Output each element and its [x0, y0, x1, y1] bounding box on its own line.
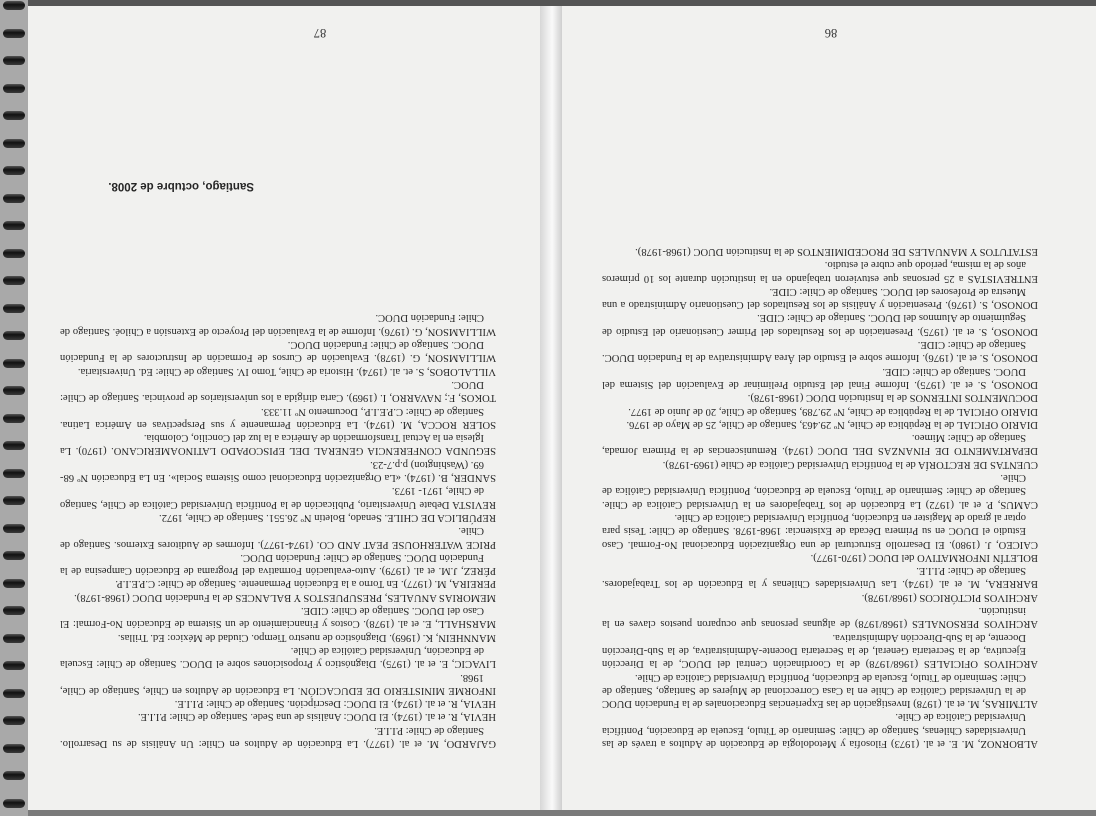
binding-coil	[3, 689, 25, 698]
reference-entry: INFORME MINISTERIO DE EDUCACIÓN. La Educación de Adultos en Chile, Santiago de Chile, 1968.	[60, 671, 496, 696]
binding-coil	[3, 57, 25, 66]
binding-coil	[3, 607, 25, 616]
reference-entry: SEGUNDA CONFERENCIA GENERAL DEL EPISCOPADO LATINOAMERICANO. (1970). La Iglesia en la Actual Transformación de América a la luz del Concilio, Colombia.	[60, 432, 496, 457]
reference-entry: REVISTA Debate Universitario, Publicación de la Pontificia Universidad Católica de Chile, Santiago de Chile, 1971- 1973.	[60, 485, 496, 510]
book-gutter	[540, 6, 562, 810]
reference-entry: DOCUMENTOS INTERNOS de la Institución DUOC (1968-1978).	[747, 392, 1038, 404]
reference-entry: DONOSO, S. (1976). Presentación y Análisis de los Resultados del Cuestionario Administrado a una Muestra de Profesores del DUOC. Santiago de Chile: CIDE.	[602, 285, 1038, 311]
reference-entry: VILLALOBOS, S. et. al. (1974). Historia de Chile, Tomo IV. Santiago de Chile: Ed. Universitaria.	[77, 365, 496, 377]
reference-entry: HEVIA, R. et al. (1974). El DUOC: Análisis de una Sede. Santiago de Chile: P.I.I.E.	[137, 711, 496, 723]
binding-coil	[3, 552, 25, 561]
reference-entry: SOLER ROCCA, M. (1974). La Educación Permanente y sus Perspectivas en América Latina. Santiago de Chile: C.P.E.I.P., Documento Nº 11.333.	[60, 405, 496, 430]
binding-coil	[3, 304, 25, 313]
reference-entry: ALTMIRAS, M. et al. (1978) Investigación de las Experiencias Educacionales de la Fundación DUOC de la Universidad Católica de Chile en la Casa Correccional de Mujeres de Santiago, Santiago de Chile: Seminario de Título, Escuela de Educación, Pontificia Universidad Católica de Chile.	[602, 671, 1038, 710]
reference-entry: PRICE WATERHOUSE PEAT AND CO. (1974-1977). Informes de Auditores Externos. Santiago de Chile.	[60, 525, 496, 550]
reference-entry: GAJARDO, M. et al. (1977). La Educación de Adultos en Chile: Un Análisis de su Desarrollo. Santiago de Chile: P.I.I.E.	[60, 724, 496, 749]
binding-coil	[3, 387, 25, 396]
scan-top-edge	[28, 810, 1096, 816]
reference-entry: LIVACIC, E. et al. (1975). Diagnóstico y Proposiciones sobre el DUOC. Santiago de Chile: Escuela de Educación, Universidad Católica de Chile.	[60, 644, 496, 670]
reference-entry: DIARIO OFICIAL de la República de Chile, Nº 29.789, Santiago de Chile, 20 de Junio de 1977.	[628, 405, 1038, 417]
reference-entry: DONOSO, S. et al. (1976). Informe sobre el Estudio del Área Administrativa de la Fundación DUOC. Santiago de Chile: CIDE.	[602, 339, 1038, 364]
reference-entry: CAICEO, J. (1980). El Desarrollo Estructural de una Organización Educacional No-Formal. Caso Estudio el DUOC en su Primera Década de Existencia: 1968-1978. Santiago de Chile: Tesis para optar al grado de Magíster en Educación, Pontificia Universidad Católica de Chile.	[602, 511, 1038, 550]
page-87	[28, 6, 540, 810]
binding-coil	[3, 84, 25, 93]
reference-entry: MEMORIAS ANUALES, PRESUPUESTOS Y BALANCES de la Fundación DUOC (1968-1978).	[74, 591, 496, 603]
binding-coil	[3, 469, 25, 478]
binding-coil	[3, 579, 25, 588]
reference-entry: DEPARTAMENTO DE FINANZAS DEL DUOC (1974). Remuniscencias de la Primera Jornada, Santiago de Chile: Mimeo.	[602, 432, 1038, 457]
reference-entry: ARCHIVOS OFICIALES (1968/1978) de la Coordinación Central del DUOC, de la Dirección Ejecutiva, de la Secretaría General, de la Secretaría Docente-Administrativa, de la Sub-Dirección Docente, de la Sub-Dirección Administrativa.	[602, 631, 1038, 670]
reference-entry: BOLETÍN INFORMATIVO del DUOC (1970-1977).	[810, 551, 1038, 563]
binding-coil	[3, 332, 25, 341]
binding-coil	[3, 799, 25, 808]
reference-entry: DONOSO, S. et al. (1975). Informe Final del Estudio Preliminar de Evaluación del Sistema del DUOC. Santiago de Chile: CIDE.	[602, 365, 1038, 390]
binding-coil	[3, 249, 25, 258]
reference-entry: DONOSO, S. et al. (1975). Presentación de los Resultados del Primer Cuestionario del Estudio de Seguimiento de Alumnos del DUOC. Santiago de Chile: CIDE.	[602, 312, 1038, 337]
binding-coil	[3, 634, 25, 643]
binding-coil	[3, 497, 25, 506]
reference-entry: WILLIAMSON, G. (1976). Informe de la Evaluación del Proyecto de Extensión a Chiloé. Santiago de Chile: Fundación DUOC.	[60, 312, 496, 337]
reference-entry: ARCHIVOS PICTÓRICOS (1968/1978).	[861, 591, 1038, 603]
scan-bottom-edge	[28, 0, 1096, 6]
spiral-binding	[0, 0, 28, 816]
signoff-date: Santiago, octubre de 2008.	[108, 180, 254, 192]
binding-coil	[3, 194, 25, 203]
binding-coil	[3, 139, 25, 148]
binding-coil	[3, 744, 25, 753]
binding-coil	[3, 442, 25, 451]
binding-coil	[3, 414, 25, 423]
reference-entry: DIARIO OFICIAL de la República de Chile, Nº 29.463, Santiago de Chile, 25 de Mayo de 1976.	[626, 418, 1038, 430]
reference-entry: CAMUS, P. et al. (1972) La Educación de los Trabajadores en la Universidad Católica de Chile. Santiago de Chile: Seminario de Título, Escuela de Educación, Pontificia Universidad Católica de Chile.	[602, 472, 1038, 510]
binding-coil	[3, 2, 25, 11]
reference-entry: HEVIA, R. et al. (1974). El DUOC: Descripción. Santiago de Chile: P.I.I.E.	[174, 698, 496, 710]
reference-entry: MARSHALL, E. et al. (1978). Costos y Financiamiento de un Sistema de Educación No-Formal: El Caso del DUOC. Santiago de Chile: CIDE.	[60, 605, 496, 630]
reference-entry: ESTATUTOS Y MANUALES DE PROCEDIMIENTOS de la Institución DUOC (1968-1978).	[635, 246, 1038, 258]
binding-coil	[3, 772, 25, 781]
binding-coil	[3, 717, 25, 726]
binding-coil	[3, 112, 25, 121]
reference-list-right	[60, 311, 496, 750]
binding-coil	[3, 359, 25, 368]
binding-coil	[3, 29, 25, 38]
reference-entry: ALBORNOZ, M. E. et al. (1973) Filosofía y Metodología de Educación de Adultos a través de las Universidades Chilenas, Santiago de Chile: Seminario de Título, Escuela de Educación, Pontificia Universidad Católica de Chile.	[602, 711, 1038, 749]
reference-entry: REPÚBLICA DE CHILE. Senado, Boletín Nº 26.551. Santiago de Chile, 1972.	[159, 511, 496, 523]
page-number-left: 86	[824, 26, 838, 40]
reference-entry: WILLIAMSON, G. (1978). Evaluación de Cursos de Formación de Instructores de la Fundación DUOC. Santiago de Chile: Fundación DUOC.	[60, 339, 496, 364]
reference-entry: TOKOS, F.; NAVARRO, I. (1969). Carta dirigida a los universitarios de provincia. Santiago de Chile: DUOC.	[60, 378, 496, 404]
page-number-right: 87	[313, 26, 327, 40]
binding-coil	[3, 662, 25, 671]
reference-entry: ARCHIVOS PERSONALES (1968/1978) de algunas personas que ocuparon puestos claves en la institución.	[602, 605, 1038, 630]
reference-entry: ENTREVISTAS a 25 personas que estuvieron trabajando en la institución durante los 10 primeros años de la misma, período que cubre el estudio.	[602, 259, 1038, 284]
reference-entry: CUENTAS DE RECTORÍA de la Pontificia Universidad Católica de Chile (1969-1978).	[662, 458, 1038, 470]
binding-coil	[3, 277, 25, 286]
reference-list-left	[602, 245, 1038, 750]
reference-entry: PEREIRA, M. (1977). En Torno a la Educación Permanente. Santiago de Chile: C.P.E.I.P.	[115, 578, 496, 590]
binding-coil	[3, 222, 25, 231]
page-86	[562, 6, 1096, 810]
binding-coil	[3, 167, 25, 176]
reference-entry: PÉREZ, J.M. et al. (1979). Auto-evaluación Formativa del Programa de Educación Campesina de la Fundación DUOC. Santiago de Chile: Fundación DUOC.	[60, 551, 496, 577]
reference-entry: SANDER, B. (1974). «La Organización Educacional como Sistema Social». En La Educación Nº 68-69. (Washington) p.p.7-23.	[60, 458, 496, 484]
reference-entry: MANNHEIN, K. (1969). Diagnóstico de nuestro Tiempo. Ciudad de México: Ed. Trillas.	[117, 631, 496, 643]
binding-coil	[3, 524, 25, 533]
reference-entry: BARRERA, M. et al. (1974). Las Universidades Chilenas y la Educación de los Trabajadores. Santiago de Chile: P.I.I.E.	[602, 565, 1038, 590]
